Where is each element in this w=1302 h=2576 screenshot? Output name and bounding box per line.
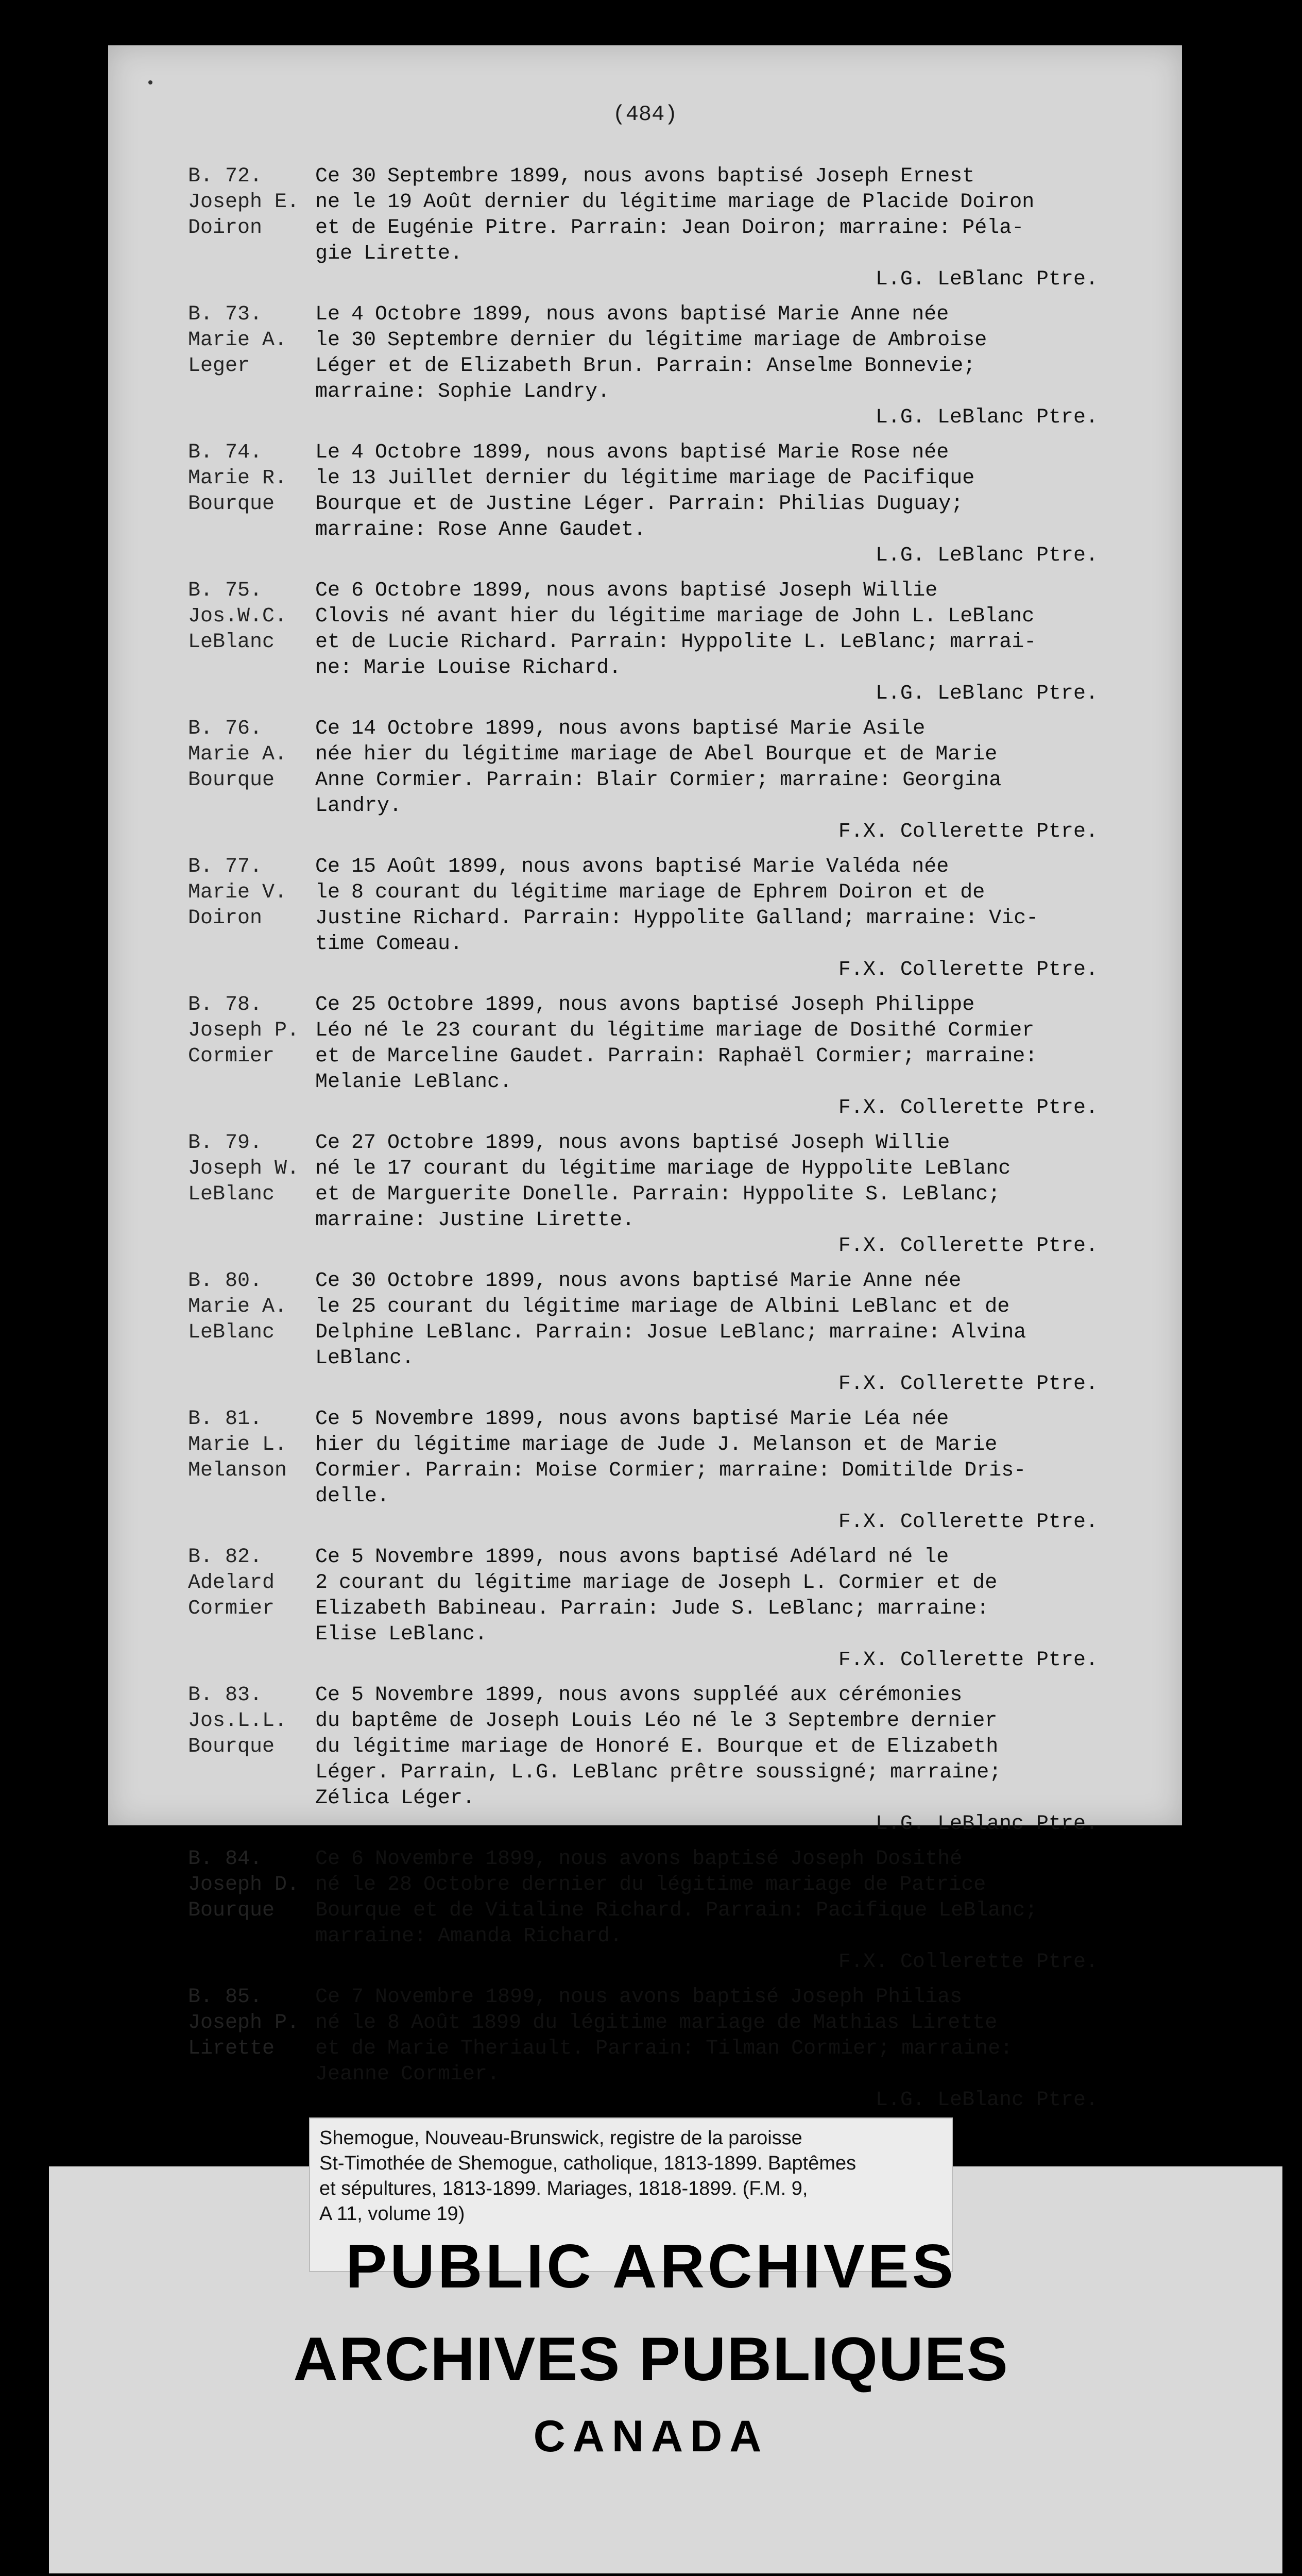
register-entry — [108, 1406, 1182, 1535]
register-entry — [108, 1846, 1182, 1975]
entry-signature: F.X. Collerette Ptre. — [838, 958, 1098, 981]
register-entry — [108, 1683, 1182, 1837]
entry-signature: L.G. LeBlanc Ptre. — [875, 544, 1098, 567]
entry-margin-label: B. 77. Marie V. Doiron — [188, 855, 287, 930]
entry-margin-label: B. 82. Adelard Cormier — [188, 1546, 275, 1620]
entry-signature: L.G. LeBlanc Ptre. — [875, 1812, 1098, 1836]
entry-margin-label: B. 72. Joseph E. Doiron — [188, 165, 300, 240]
entry-text: Ce 15 Août 1899, nous avons baptisé Marie Valéda née le 8 courant du légitime mariage de Ephrem Doiron et de Justine Richard. Parrain: Hyppolite Galland; marraine: Vic- time Comeau. — [315, 855, 1039, 956]
register-entry — [108, 1268, 1182, 1397]
register-entry — [108, 1545, 1182, 1673]
register-entry — [108, 440, 1182, 569]
entry-text: Ce 5 Novembre 1899, nous avons baptisé Marie Léa née hier du légitime mariage de Jude J. Melanson et de Marie Cormier. Parrain: Moise Cormier; marraine: Domitilde Dris- delle. — [315, 1408, 1026, 1508]
collection-label-card: Shemogue, Nouveau-Brunswick, registre de la paroisse St-Timothée de Shemogue, catholique, 1813-1899. Baptêmes et sépultures, 1813-1899. Mariages, 1818-1899. (F.M. 9, A 11, volume 19) — [309, 2117, 953, 2272]
entry-signature: F.X. Collerette Ptre. — [838, 820, 1098, 843]
entry-signature: L.G. LeBlanc Ptre. — [875, 2089, 1098, 2112]
page-number: (484) — [612, 102, 678, 127]
entry-text: Ce 25 Octobre 1899, nous avons baptisé Joseph Philippe Léo né le 23 courant du légitime mariage de Dosithé Cormier et de Marceline Gaudet. Parrain: Raphaël Cormier; marraine: Melanie LeBlanc. — [315, 993, 1038, 1094]
entry-signature: L.G. LeBlanc Ptre. — [875, 682, 1098, 705]
entry-text: Ce 5 Novembre 1899, nous avons suppléé aux cérémonies du baptême de Joseph Louis Léo né le 3 Septembre dernier du légitime mariage de Honoré E. Bourque et de Elizabeth Léger. Parrain, L.G. LeBlanc prêtre soussigné; marraine; Zélica Léger. — [315, 1684, 1002, 1810]
register-entry — [108, 164, 1182, 293]
register-entry — [108, 992, 1182, 1121]
page-speck — [148, 80, 152, 84]
archives-title-english: PUBLIC ARCHIVES — [346, 2232, 956, 2301]
entry-margin-label: B. 80. Marie A. LeBlanc — [188, 1269, 287, 1344]
register-entry — [108, 1130, 1182, 1259]
entry-signature: F.X. Collerette Ptre. — [838, 1951, 1098, 1974]
register-entry — [108, 578, 1182, 707]
entry-text: Ce 14 Octobre 1899, nous avons baptisé Marie Asile née hier du légitime mariage de Abel Bourque et de Marie Anne Cormier. Parrain: Blair Cormier; marraine: Georgina Landry. — [315, 717, 1002, 818]
entry-text: Ce 30 Octobre 1899, nous avons baptisé Marie Anne née le 25 courant du légitime mariage de Albini LeBlanc et de Delphine LeBlanc. Parrain: Josue LeBlanc; marraine: Alvina LeBlanc. — [315, 1269, 1026, 1370]
entry-text: Ce 27 Octobre 1899, nous avons baptisé Joseph Willie né le 17 courant du légitime mariage de Hyppolite LeBlanc et de Marguerite Donelle. Parrain: Hyppolite S. LeBlanc; marraine: Justine Lirette. — [315, 1131, 1011, 1232]
archives-title-french: ARCHIVES PUBLIQUES — [293, 2325, 1009, 2394]
entry-text: Ce 6 Octobre 1899, nous avons baptisé Joseph Willie Clovis né avant hier du légitime mariage de John L. LeBlanc et de Lucie Richard. Parrain: Hyppolite L. LeBlanc; marrai- ne: Marie Louise Richard. — [315, 579, 1037, 680]
entry-margin-label: B. 85. Joseph P. Lirette — [188, 1986, 300, 2060]
baptism-entries — [108, 164, 1182, 2123]
entry-margin-label: B. 76. Marie A. Bourque — [188, 717, 287, 792]
entry-margin-label: B. 75. Jos.W.C. LeBlanc — [188, 579, 287, 654]
entry-signature: F.X. Collerette Ptre. — [838, 1234, 1098, 1258]
register-page — [108, 45, 1182, 2112]
register-entry — [108, 716, 1182, 845]
entry-margin-label: B. 78. Joseph P. Cormier — [188, 993, 300, 1068]
entry-margin-label: B. 83. Jos.L.L. Bourque — [188, 1684, 287, 1758]
entry-signature: F.X. Collerette Ptre. — [838, 1372, 1098, 1396]
entry-signature: F.X. Collerette Ptre. — [838, 1649, 1098, 1672]
entry-text: Ce 7 Novembre 1899, nous avons baptisé Joseph Philias né le 8 Août 1899 du légitime mariage de Mathias Lirette et de Marie Theriault. Parrain: Tilman Cormier; marraine: Jeanne Cormier. — [315, 1986, 1013, 2086]
entry-margin-label: B. 79. Joseph W. LeBlanc — [188, 1131, 300, 1206]
entry-signature: F.X. Collerette Ptre. — [838, 1511, 1098, 1534]
register-entry — [108, 302, 1182, 431]
register-entry — [108, 854, 1182, 983]
entry-margin-label: B. 81. Marie L. Melanson — [188, 1408, 287, 1482]
entry-text: Ce 30 Septembre 1899, nous avons baptisé Joseph Ernest ne le 19 Août dernier du légitime mariage de Placide Doiron et de Eugénie Pitre. Parrain: Jean Doiron; marraine: Péla- gie Lirette. — [315, 165, 1035, 265]
entry-signature: L.G. LeBlanc Ptre. — [875, 406, 1098, 429]
entry-signature: L.G. LeBlanc Ptre. — [875, 268, 1098, 291]
entry-margin-label: B. 73. Marie A. Leger — [188, 303, 287, 378]
archives-country: CANADA — [533, 2412, 769, 2461]
entry-signature: F.X. Collerette Ptre. — [838, 1096, 1098, 1120]
entry-margin-label: B. 84. Joseph D. Bourque — [188, 1848, 300, 1922]
entry-margin-label: B. 74. Marie R. Bourque — [188, 441, 287, 516]
entry-text: Ce 5 Novembre 1899, nous avons baptisé Adélard né le 2 courant du légitime mariage de Joseph L. Cormier et de Elizabeth Babineau. Parrain: Jude S. LeBlanc; marraine: Elise LeBlanc. — [315, 1546, 998, 1646]
register-entry — [108, 1985, 1182, 2113]
entry-text: Le 4 Octobre 1899, nous avons baptisé Marie Rose née le 13 Juillet dernier du légitime mariage de Pacifique Bourque et de Justine Léger. Parrain: Philias Duguay; marraine: Rose Anne Gaudet. — [315, 441, 975, 541]
entry-text: Ce 6 Novembre 1899, nous avons baptisé Joseph Dosithé né le 28 Octobre dernier du légitime mariage de Patrice Bourque et de Vitaline Richard. Parrain: Pacifique LeBlanc; marraine: Amanda Richard. — [315, 1848, 1038, 1948]
entry-text: Le 4 Octobre 1899, nous avons baptisé Marie Anne née le 30 Septembre dernier du légitime mariage de Ambroise Léger et de Elizabeth Brun. Parrain: Anselme Bonnevie; marraine: Sophie Landry. — [315, 303, 987, 403]
